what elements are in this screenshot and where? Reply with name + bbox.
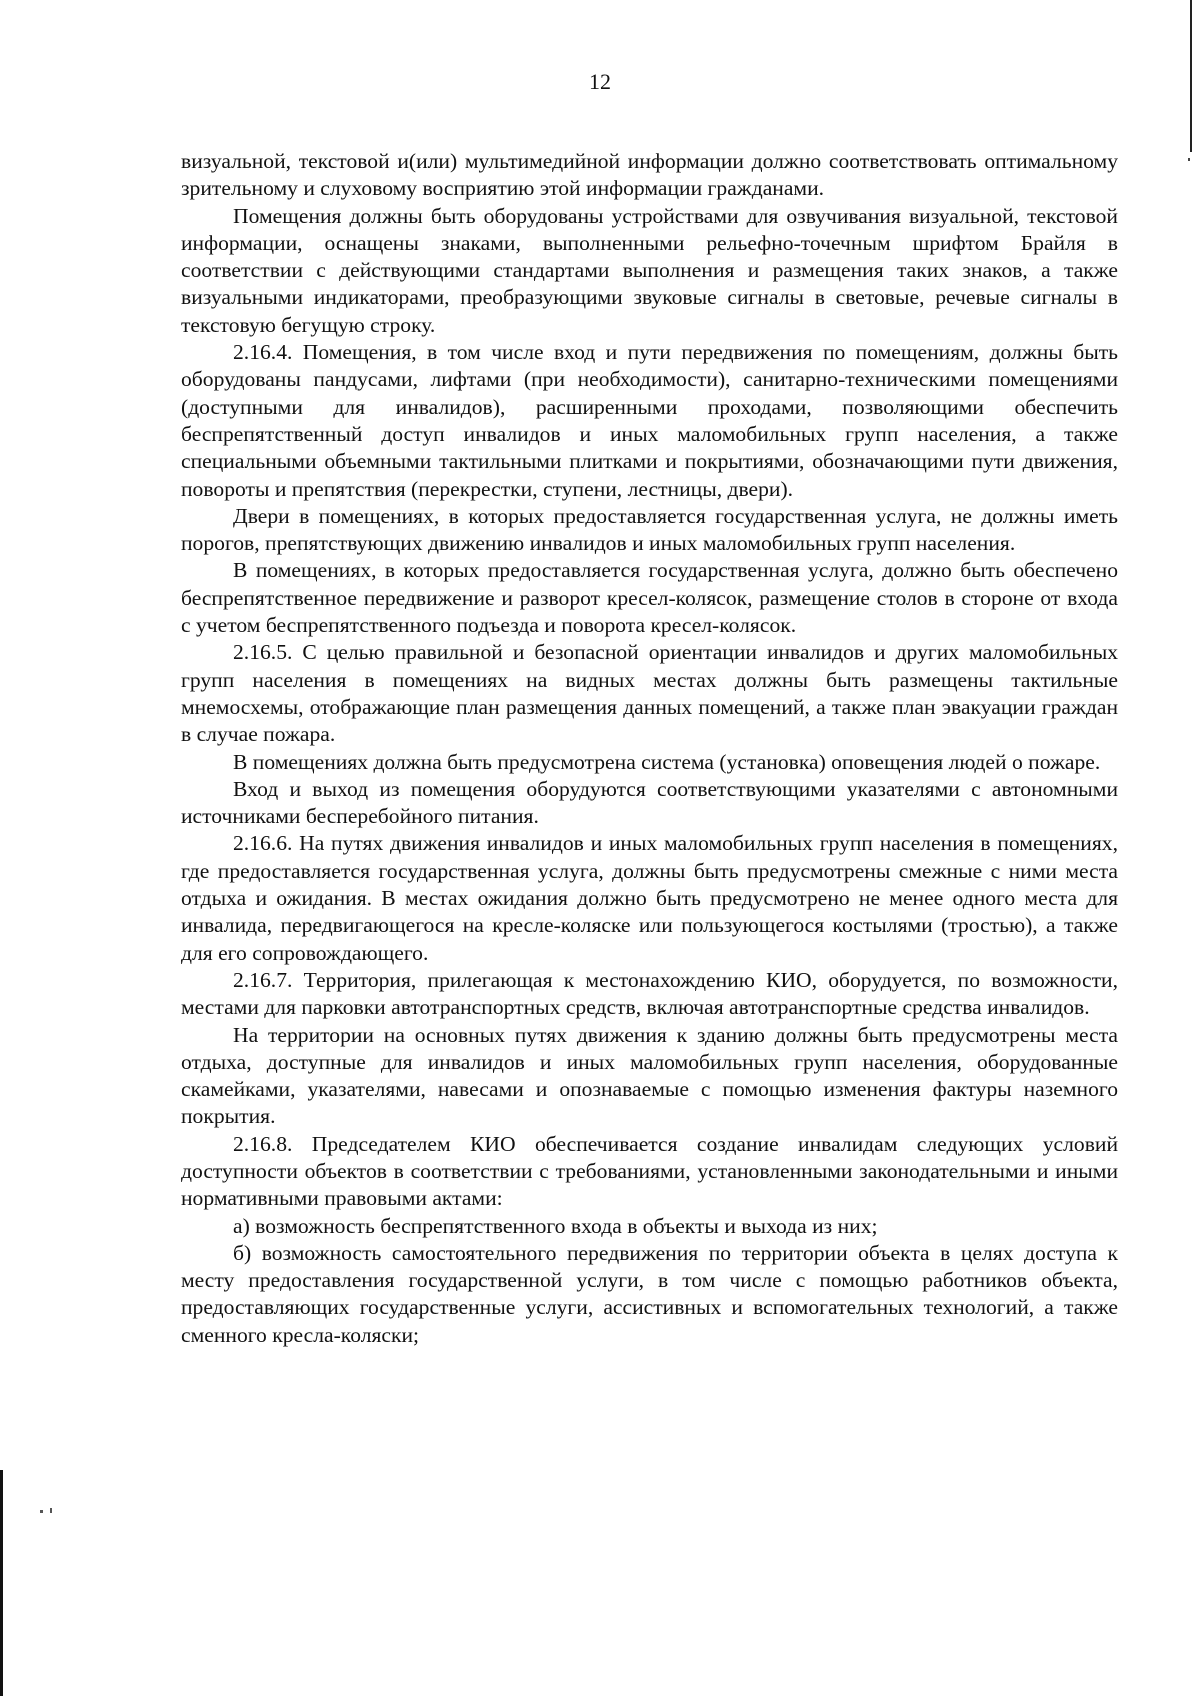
paragraph-9: 2.16.6. На путях движения инвалидов и иных маломобильных групп населения в помещениях, где предоставляется государственная услуга, должны быть предусмотрены смежные с ними места отдыха и ожидания. В местах ожидания должно быть предусмотрено не менее одного места для инвалида, передвигающегося на кресле-коляске или пользующегося костылями (тростью), а также для его сопровождающего.: [181, 831, 1118, 965]
page-number: 12: [589, 69, 611, 94]
scan-speck-right: [1188, 158, 1190, 161]
paragraph-6: 2.16.5. С целью правильной и безопасной ориентации инвалидов и других маломобильных групп населения в помещениях на видных местах должны быть размещены тактильные мнемосхемы, отображающие план размещения данных помещений, а также план эвакуации граждан в случае пожара.: [181, 640, 1118, 747]
document-body: [181, 148, 1118, 1349]
paragraph-12: 2.16.8. Председателем КИО обеспечивается создание инвалидам следующих условий доступности объектов в соответствии с требованиями, установленными законодательными и иными нормативными правовыми актами:: [181, 1131, 1118, 1211]
scan-edge-mark-left: [0, 1470, 3, 1696]
paragraph-2: Помещения должны быть оборудованы устройствами для озвучивания визуальной, текстовой информации, оснащены знаками, выполненными рельефно-точечным шрифтом Брайля в соответствии с действующими стандартами выполнения и размещения таких знаков, а также визуальными индикаторами, преобразующими звуковые сигналы в световые, речевые сигналы в текстовую бегущую строку.: [181, 203, 1118, 337]
paragraph-14: б) возможность самостоятельного передвижения по территории объекта в целях доступа к месту предоставления государственной услуги, в том числе с помощью работников объекта, предоставляющих государственные услуги, ассистивных и вспомогательных технологий, а также сменного кресла-коляски;: [181, 1240, 1118, 1347]
paragraph-10: 2.16.7. Территория, прилегающая к местонахождению КИО, оборудуется, по возможности, местами для парковки автотранспортных средств, включая автотранспортные средства инвалидов.: [181, 967, 1118, 1020]
paragraph-8: Вход и выход из помещения оборудуются соответствующими указателями с автономными источниками бесперебойного питания.: [181, 776, 1118, 829]
paragraph-4: Двери в помещениях, в которых предоставляется государственная услуга, не должны иметь порогов, препятствующих движению инвалидов и иных маломобильных групп населения.: [181, 503, 1118, 556]
paragraph-11: На территории на основных путях движения к зданию должны быть предусмотрены места отдыха, доступные для инвалидов и иных маломобильных групп населения, оборудованные скамейками, указателями, навесами и опознаваемые с помощью изменения фактуры наземного покрытия.: [181, 1022, 1118, 1129]
paragraph-7: В помещениях должна быть предусмотрена система (установка) оповещения людей о пожаре.: [233, 749, 1101, 774]
paragraph-5: В помещениях, в которых предоставляется государственная услуга, должно быть обеспечено беспрепятственное передвижение и разворот кресел-колясок, размещение столов в стороне от входа с учетом беспрепятственного подъезда и поворота кресел-колясок.: [181, 558, 1118, 638]
scan-speck-left: [40, 1510, 43, 1513]
paragraph-13: а) возможность беспрепятственного входа в объекты и выхода из них;: [233, 1213, 878, 1238]
scan-speck-left-2: [50, 1508, 52, 1513]
paragraph-1: визуальной, текстовой и(или) мультимедийной информации должно соответствовать оптимальному зрительному и слуховому восприятию этой информации гражданами.: [181, 149, 1118, 201]
paragraph-3: 2.16.4. Помещения, в том числе вход и пути передвижения по помещениям, должны быть оборудованы пандусами, лифтами (при необходимости), санитарно-техническими помещениями (доступными для инвалидов), расширенными проходами, позволяющими обеспечить беспрепятственный доступ инвалидов и иных маломобильных групп населения, а также специальными объемными тактильными плитками и покрытиями, обозначающими пути движения, повороты и препятствия (перекрестки, ступени, лестницы, двери).: [181, 340, 1118, 501]
